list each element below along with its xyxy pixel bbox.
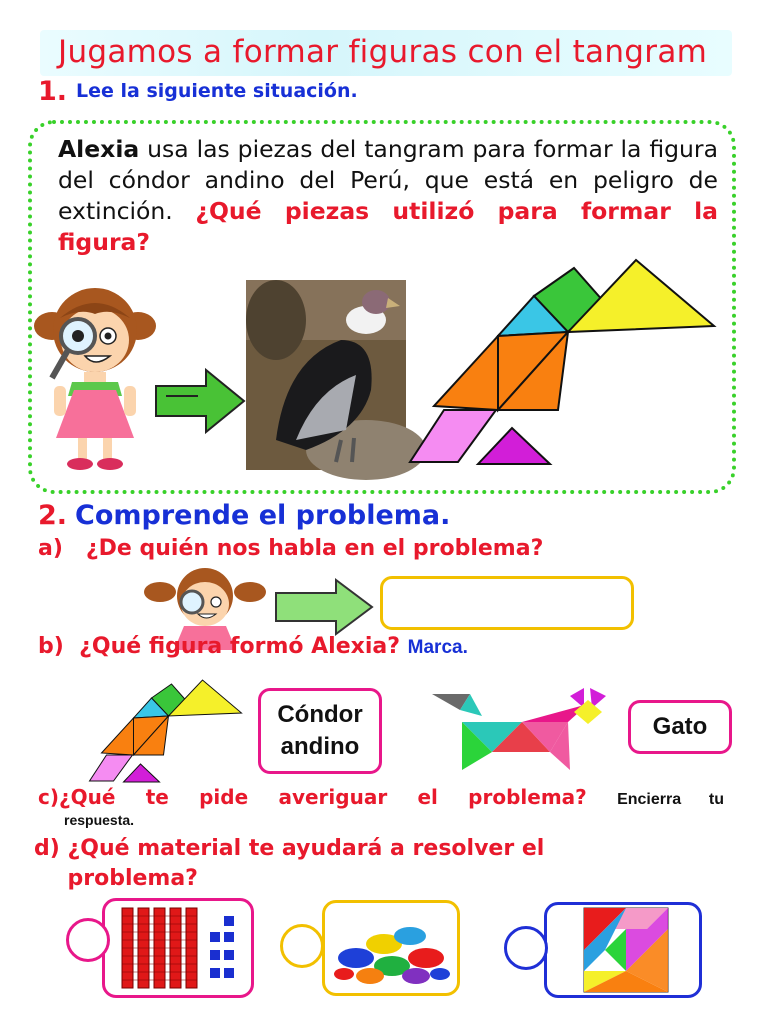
option-condor-andino[interactable]: Cóndor andino: [258, 688, 382, 774]
section-2-number: 2.: [38, 500, 68, 531]
select-circle-blocks[interactable]: [66, 918, 110, 962]
tangram-condor-small: [86, 678, 246, 786]
section-2-heading: Comprende el problema.: [75, 500, 451, 531]
question-c-instruction: Encierra tu: [617, 791, 724, 808]
select-circle-tangram[interactable]: [504, 926, 548, 970]
page-title: Jugamos a formar figuras con el tangram: [58, 34, 708, 70]
section-1-heading: Lee la siguiente situación.: [76, 80, 358, 102]
question-b-text: ¿Qué figura formó Alexia?: [79, 634, 400, 659]
question-c-letter: c): [38, 785, 59, 809]
bottle-caps-icon: [330, 914, 452, 986]
question-c-text: ¿Qué te pide averiguar el problema?: [59, 785, 587, 809]
question-c-instruction-2: respuesta.: [64, 812, 135, 828]
situation-paragraph: [58, 134, 718, 258]
tangram-condor-figure: [408, 256, 718, 472]
question-a: [38, 536, 543, 561]
girl-illustration: [30, 278, 160, 478]
condor-photo: [246, 280, 406, 470]
answer-box-a[interactable]: [380, 576, 634, 630]
select-circle-caps[interactable]: [280, 924, 324, 968]
question-b: [38, 634, 468, 659]
question-d-letter: d): [34, 836, 60, 861]
green-arrow-icon: [154, 368, 246, 434]
question-a-letter: a): [38, 536, 63, 561]
question-a-text: ¿De quién nos habla en el problema?: [85, 536, 544, 561]
question-b-letter: b): [38, 634, 64, 659]
base-ten-blocks-icon: [118, 906, 244, 990]
tangram-square-icon: [584, 908, 668, 992]
section-1-number: 1.: [38, 76, 68, 107]
question-d: [34, 834, 667, 894]
question-d-text: ¿Qué material te ayudará a resolver el problema?: [67, 836, 545, 891]
question-b-instruction: Marca.: [407, 637, 468, 658]
question-c: [38, 785, 724, 809]
tangram-cat-figure: [430, 686, 614, 776]
green-arrow-small-icon: [274, 578, 374, 636]
situation-question: ¿Qué piezas utilizó para formar la figura?: [58, 197, 718, 256]
situation-text: usa las piezas del tangram para formar la figura del cóndor andino del Perú, que está en peligro de extinción.: [58, 135, 718, 225]
option-gato[interactable]: Gato: [628, 700, 732, 754]
name-alexia: Alexia: [58, 135, 140, 163]
